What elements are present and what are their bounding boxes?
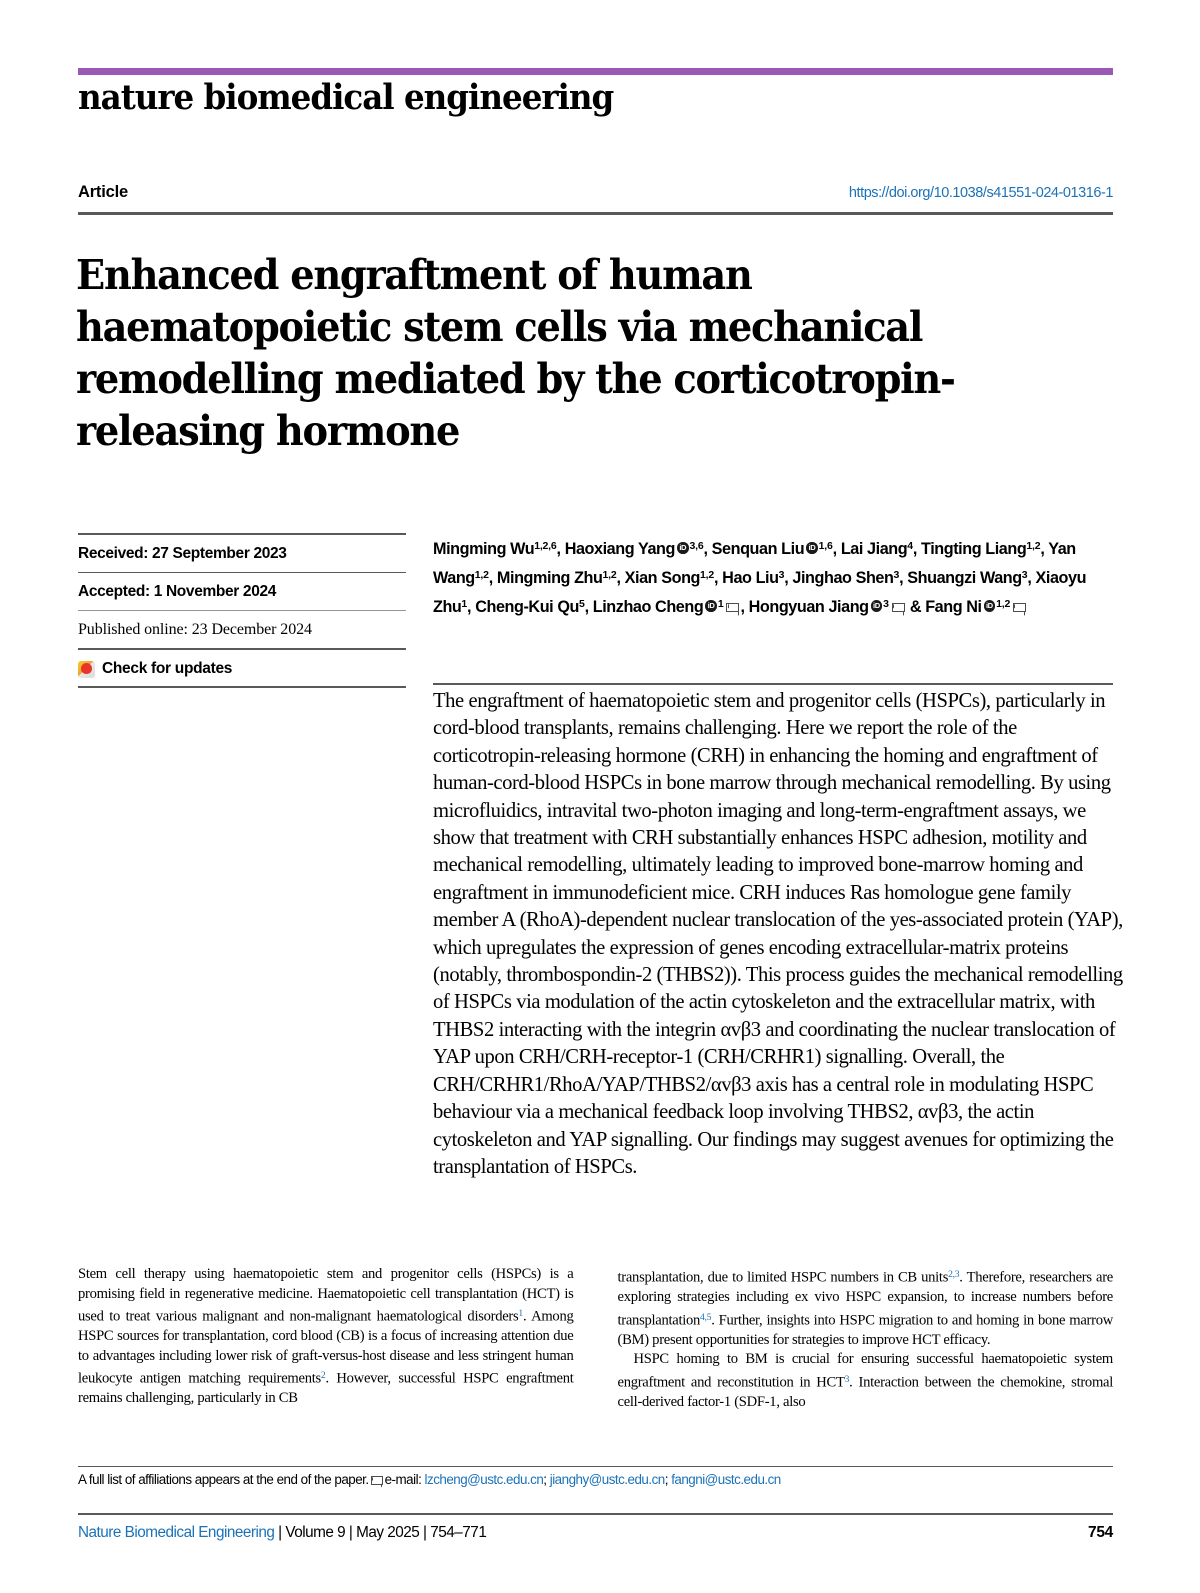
email-link-3[interactable]: fangni@ustc.edu.cn [671,1472,781,1487]
affiliation-note [78,1472,1113,1487]
author-name: , Hongyuan Jiang [740,598,869,616]
page-title: Enhanced engraftment of human haematopoietic stem cells via mechanical remodelling mediated by the corticotropin-releasing hormone [76,251,955,456]
email-icon [371,1476,383,1485]
header-divider [78,212,1113,215]
paragraph [618,1350,1114,1412]
doi-link[interactable]: https://doi.org/10.1038/s41551-024-01316-1 [848,185,1113,201]
body-column-right [618,1265,1114,1412]
affiliation-note-text: A full list of affiliations appears at the end of the paper. [78,1472,369,1487]
orcid-icon[interactable] [705,600,717,612]
page-footer [78,1524,1113,1542]
citation-ref[interactable]: 1 [518,1308,523,1320]
footer-citation [78,1524,486,1542]
author-affiliation-sup: 3 [778,569,785,581]
citation-ref[interactable]: 2 [320,1370,326,1382]
email-separator: ; [543,1472,550,1487]
paragraph-text: . Further, insights into HSPC migration to and homing in bone marrow (BM) present opportunities for strategies to improve HCT efficacy. [617,1312,1113,1348]
body-columns [78,1265,1113,1412]
abstract-text: The engraftment of haematopoietic stem and progenitor cells (HSPCs), particularly in cord-blood transplants, remains challenging. Here we report the role of the corticotropin-releasing hormone (CRH) in enhancing the homing and engraftment of human-cord-blood HSPCs in bone marrow through mechanical remodelling. By using microfluidics, intravital two-photon imaging and long-term-engraftment assays, we show that treatment with CRH substantially enhances HSPC adhesion, motility and mechanical remodelling, ultimately leading to improved bone-marrow homing and engraftment in immunodeficient mice. CRH induces Ras homologue gene family member A (RhoA)-dependent nuclear translocation of the yes-associated protein (YAP), which upregulates the expression of genes encoding extracellular-matrix proteins (notably, thrombospondin-2 (THBS2)). This process guides the mechanical remodelling of HSPCs via modulation of the actin cytoskeleton and the extracellular matrix, with THBS2 interacting with the integrin αvβ3 and coordinating the nuclear translocation of YAP upon CRH/CRH-receptor-1 (CRH/CRHR1) signalling. Overall, the CRH/CRHR1/RhoA/YAP/THBS2/αvβ3 axis has a central role in modulating HSPC behaviour via a mechanical feedback loop involving THBS2, αvβ3, the actin cytoskeleton and YAP signalling. Our findings may suggest avenues for optimizing the transplantation of HSPCs. [433,690,1123,1178]
published-date: Published online: 23 December 2024 [78,621,312,639]
author-affiliation-sup: 3 [1021,569,1028,581]
email-label: e-mail: [384,1472,422,1487]
paragraph-text: . Interaction between the chemokine, stromal cell-derived factor-1 (SDF-1, also [617,1374,1113,1410]
author-name: , Yan Wang [433,540,1076,587]
orcid-icon[interactable] [806,542,818,554]
corresponding-author-email-icon[interactable] [892,603,905,613]
author-affiliation-sup: 1,2 [996,598,1011,610]
author-affiliation-sup: 1,2 [700,569,715,581]
author-affiliation-sup: 1 [461,598,468,610]
journal-masthead: nature biomedical engineering [78,77,614,118]
meta-divider [78,686,406,688]
author-name: , Hao Liu [714,569,779,587]
email-link-1[interactable]: lzcheng@ustc.edu.cn [424,1472,544,1487]
orcid-icon[interactable] [984,600,996,612]
paragraph-text: . However, successful HSPC engraftment remains challenging, particularly in CB [78,1370,574,1407]
footer-journal-name: Nature Biomedical Engineering [78,1524,275,1541]
author-affiliation-sup: 1,2 [1026,540,1041,552]
paragraph-text: Stem cell therapy using haematopoietic stem and progenitor cells (HSPCs) is a promising field in regenerative medicine. Haematopoietic cell transplantation (HCT) is used to treat various malignant and non-malignant haematological disorders [78,1266,574,1325]
corresponding-author-email-icon[interactable] [1013,603,1026,613]
author-name: & Fang Ni [909,598,982,616]
page-number: 754 [1088,1524,1113,1541]
received-date: Received: 27 September 2023 [78,544,287,562]
footer-volume-pages: | Volume 9 | May 2025 | 754–771 [274,1524,487,1541]
paragraph [618,1265,1114,1350]
author-name: , Xiaoyu Zhu [433,569,1087,616]
abstract-divider [433,683,1113,685]
author-name: , Shuangzi Wang [899,569,1022,587]
kicker-row [78,183,1113,202]
article-type-label: Article [78,183,128,201]
citation-ref[interactable]: 4,5 [700,1311,712,1323]
author-name: Tingting Liang [921,540,1027,558]
author-affiliation-sup: 1,6 [818,540,833,552]
orcid-icon[interactable] [871,600,883,612]
email-separator: ; [664,1472,672,1487]
author-affiliation-sup: 1,2,6 [534,540,557,552]
check-for-updates-button[interactable] [78,650,406,686]
author-name: Mingming Wu [433,540,535,558]
author-affiliation-sup: 3 [893,569,900,581]
author-list: Mingming Wu$^{1,2,6}$, Haoxiang Yang iD $^{3,6}$, Senquan Liu iD $^{1,6}$, Lai Jiang$^4$, Tingting Liang$^{1,2}$, Yan Wang$^{1,2}$, Mingming Zhu$^{1,2}$, Xian Song$^{1,2}$, Hao Liu$^3$, Jinghao Shen$^3$, Shuangzi Wang$^3$, Xiaoyu Zhu$^1$, Cheng-Kui Qu$^5$, Linzhao Cheng iD $^1$ , Hongyuan Jiang iD $^3$ & Fang Ni iD $^{1,2}$ [433,533,1093,620]
author-affiliation-sup: 3 [883,598,889,610]
paragraph-text: . Among HSPC sources for transplantation, cord blood (CB) is a focus of increasing attention due to advantages including lower risk of graft-versus-host disease and less stringent human leukocyte antigen matching requirements [78,1308,574,1387]
check-for-updates-label: Check for updates [102,660,233,678]
author-affiliation-sup: 3,6 [689,540,704,552]
crossmark-icon [78,661,95,678]
citation-ref[interactable]: 2,3 [948,1269,960,1280]
orcid-icon[interactable] [677,542,689,554]
author-affiliation-sup: 5 [578,598,585,610]
author-affiliation-sup: 4 [907,540,913,552]
masthead-accent-rule [78,68,1113,75]
author-name: , Haoxiang Yang [556,540,675,558]
accepted-date: Accepted: 1 November 2024 [78,583,277,601]
paragraph [78,1265,574,1409]
author-name: Linzhao Cheng [592,598,704,616]
paragraph-text: HSPC homing to BM is crucial for ensuring successful haematopoietic system engraftment and reconstitution in HCT [617,1351,1113,1391]
author-affiliation-sup: 1,2 [602,569,617,581]
paragraph-text: transplantation, due to limited HSPC numbers in CB units [617,1269,949,1286]
paragraph-text: . Therefore, researchers are exploring strategies including ex vivo HSPC expansion, to increase numbers before transplantation [617,1269,1113,1329]
author-affiliation-sup: 1 [717,598,724,610]
citation-ref[interactable]: 3 [844,1373,850,1385]
footer-divider [78,1513,1113,1515]
body-column-left [78,1265,574,1412]
corresponding-author-email-icon[interactable] [726,603,739,613]
email-link-2[interactable]: jianghy@ustc.edu.cn [549,1472,665,1487]
publication-meta [78,533,406,688]
author-name: , Cheng-Kui Qu [467,598,579,616]
author-name: , Senquan Liu [703,540,805,558]
author-name: , Xian Song [616,569,701,587]
author-name: , Lai Jiang [832,540,908,558]
footnote-divider [78,1466,1113,1467]
author-name: Jinghao Shen [792,569,894,587]
author-affiliation-sup: 1,2 [474,569,489,581]
author-name: , Mingming Zhu [488,569,603,587]
